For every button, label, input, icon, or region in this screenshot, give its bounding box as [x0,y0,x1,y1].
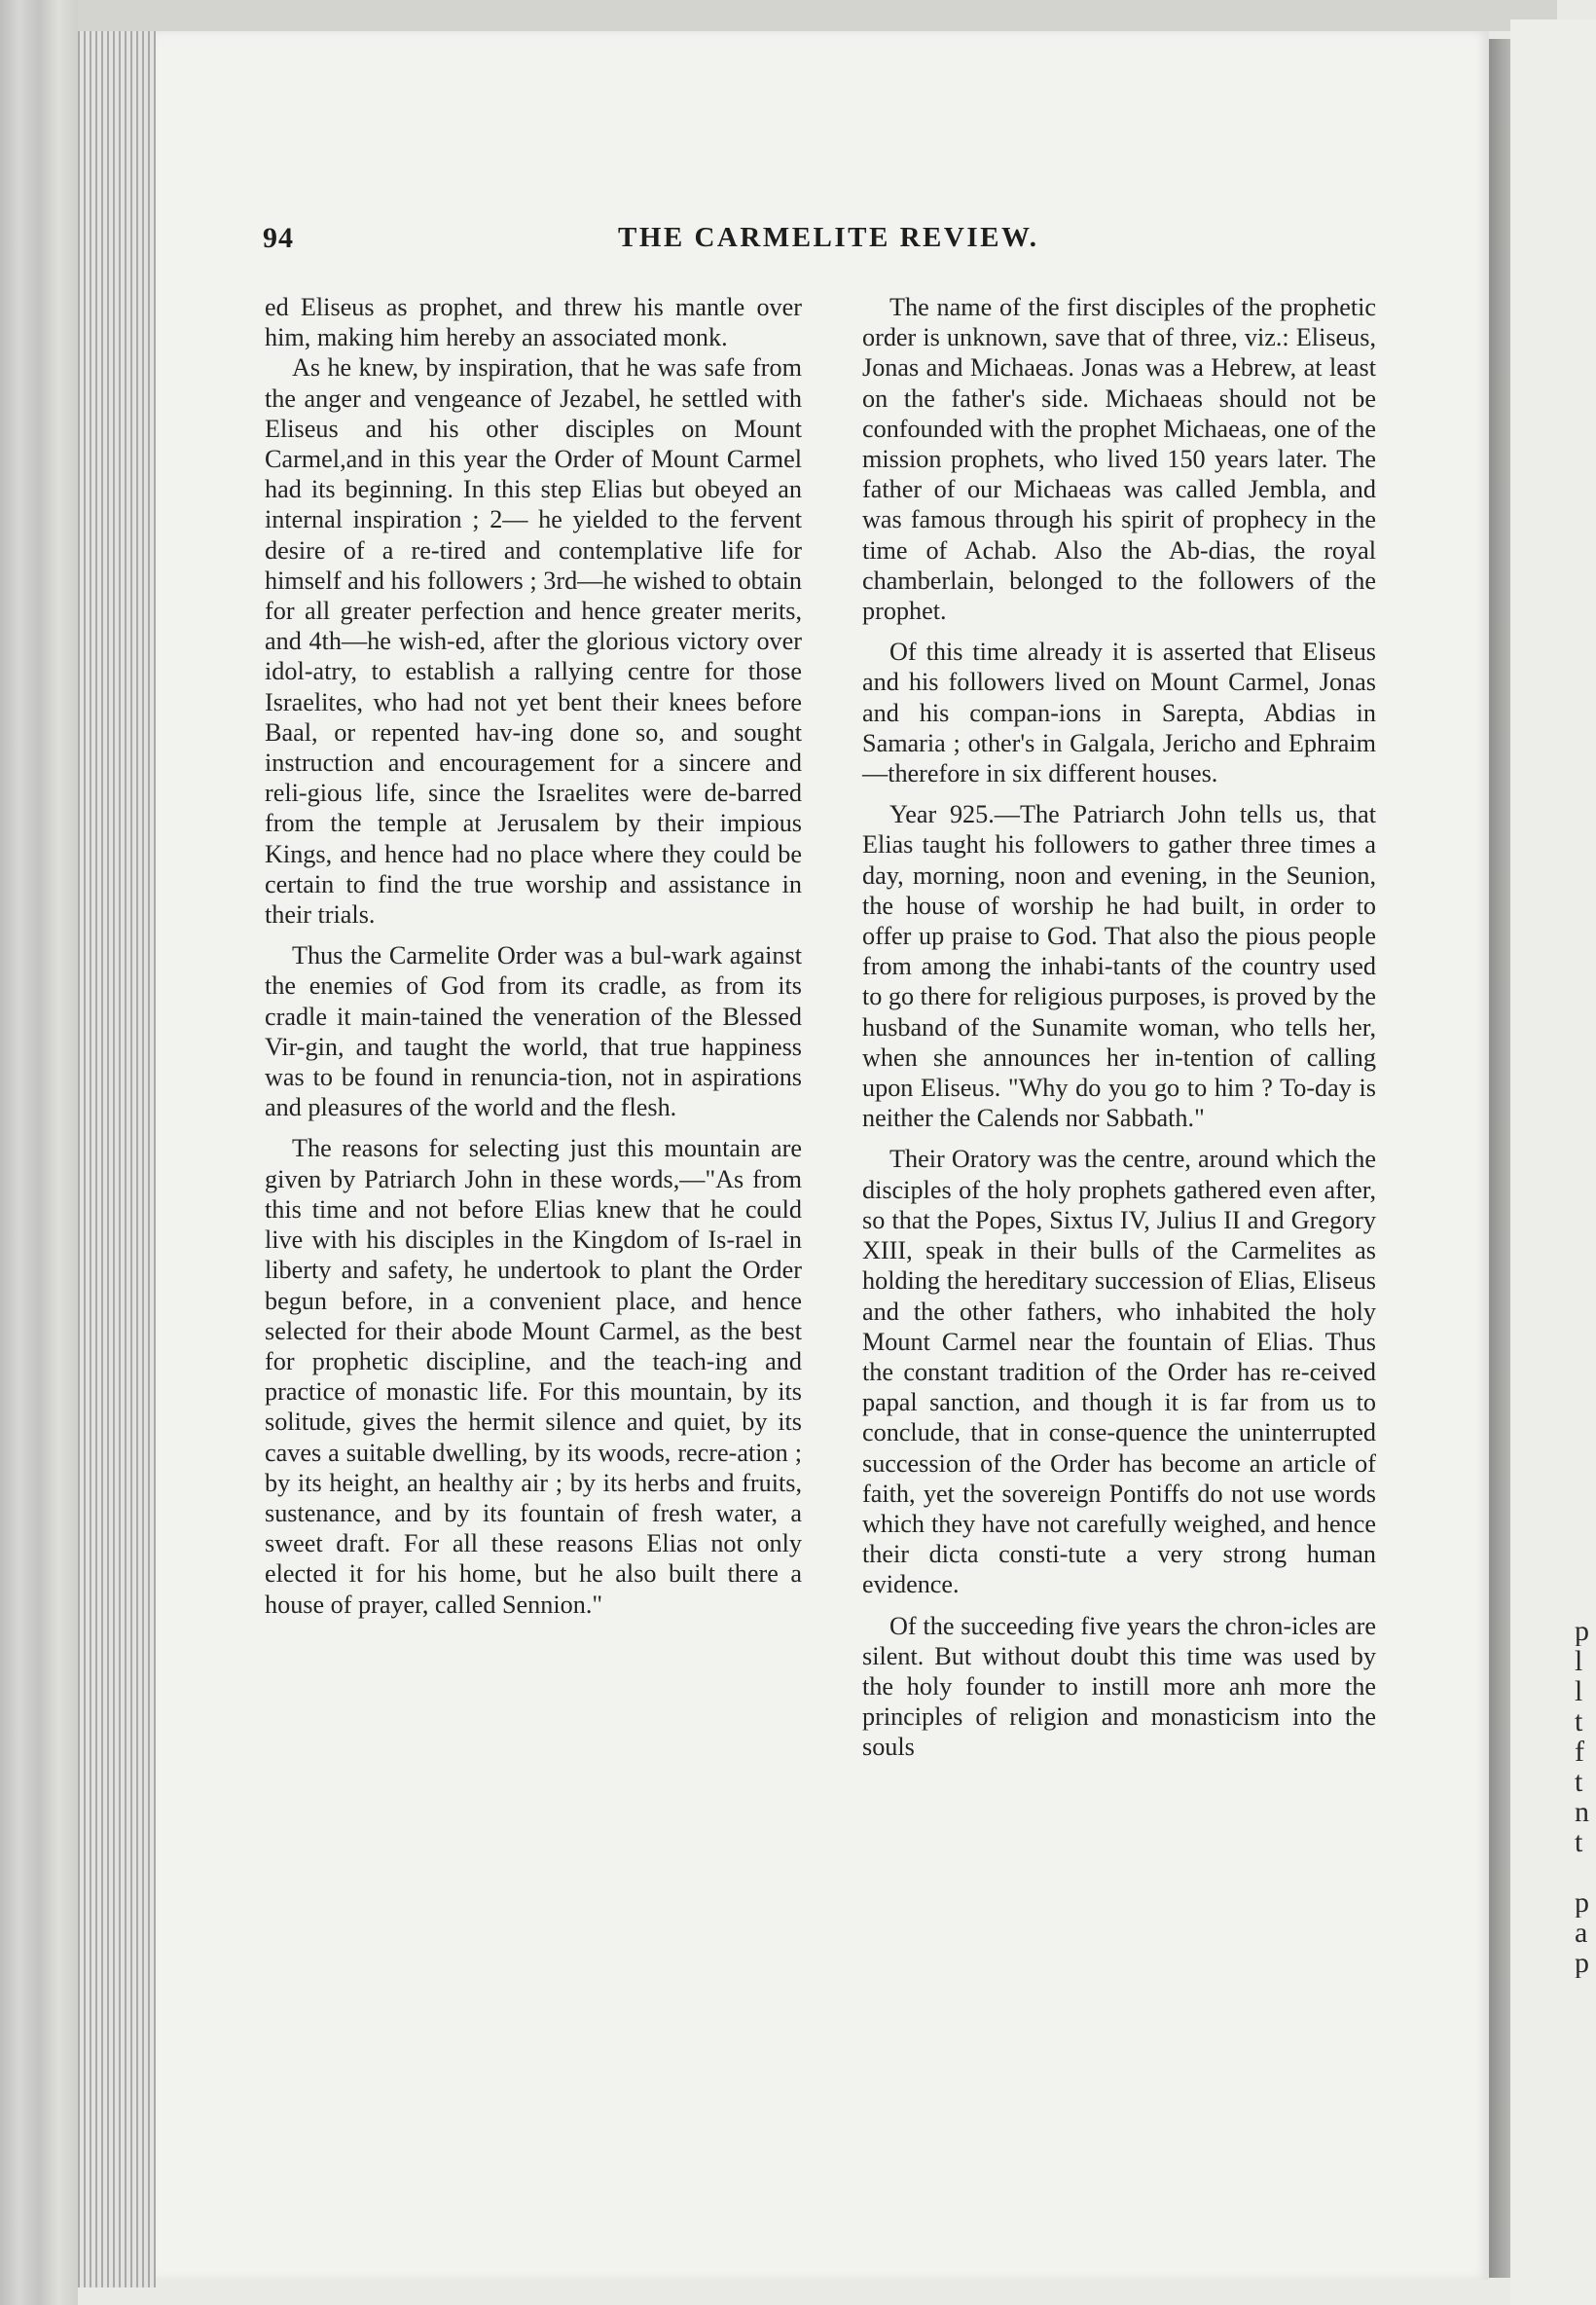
bleed-letter: l [1575,1646,1583,1676]
bleed-letter: a [1575,1918,1588,1948]
paragraph: The reasons for selecting just this mountain are given by Patriarch John in these words,—"As from this time and not before Elias knew that he could live with his disciples in the Kingdom of Is-rael in liberty and safety, he undertook to plant the Order begun before, in a convenient place, and hence selected for their abode Mount Carmel, as the best for prophetic discipline, and the teach-ing and practice of monastic life. For this mountain, by its solitude, gives the hermit silence and quiet, by its caves a suitable dwelling, by its woods, recre-ation ; by its height, an healthy air ; by its herbs and fruits, sustenance, and by its fountain of fresh water, a sweet draft. For all these reasons Elias not only elected it for his home, but he also built there a house of prayer, called Sennion." [265,1134,802,1619]
paragraph: As he knew, by inspiration, that he was safe from the anger and vengeance of Jezabel, he settled with Eliseus and his other disciples on Mount Carmel,and in this year the Order of Mount Carmel had its beginning. In this step Elias but obeyed an internal inspiration ; 2— he yielded to the fervent desire of a re-tired and contemplative life for himself and his followers ; 3rd—he wished to obtain for all greater perfection and hence greater merits, and 4th—he wish-ed, after the glorious victory over idol-atry, to establish a rallying centre for those Israelites, who had not yet bent their knees before Baal, or repented hav-ing done so, and sought instruction and encouragement for a sincere and reli-gious life, since the Israelites were de-barred from the temple at Jerusalem by their impious Kings, and hence had no place where they could be certain to find the true worship and assistance in their trials. [265,353,802,930]
running-title: THE CARMELITE REVIEW. [618,222,1039,253]
page-stack-edge [78,29,156,2287]
bleed-letter: p [1575,1887,1589,1918]
bleed-letter: t [1575,1767,1583,1797]
bleed-letter: p [1575,1948,1589,1978]
bleed-letter: f [1575,1737,1584,1767]
paragraph: Thus the Carmelite Order was a bul-wark against the enemies of God from its cradle, as from its cradle it main-tained the veneration of the Blessed Vir-gin, and taught the world, that true happiness was to be found in renuncia-tion, not in aspirations and pleasures of the world and the flesh. [265,941,802,1122]
paragraph: Their Oratory was the centre, around which the disciples of the holy prophets gathered even after, so that the Popes, Sixtus IV, Julius II and Gregory XIII, speak in their bulls of the Carmelites as holding the hereditary succession of Elias, Eliseus and the other fathers, who inhabited the holy Mount Carmel near the fountain of Elias. Thus the constant tradition of the Order has re-ceived papal sanction, and though it is far from us to conclude, that in conse-quence the uninterrupted succession of the Order has become an article of faith, yet the sovereign Pontiffs do not use words which they have not carefully weighed, and hence their dicta consti-tute a very strong human evidence. [862,1145,1376,1599]
top-margin-strip [78,0,1557,31]
bleed-letter: t [1575,1827,1583,1857]
facing-page-text-fragment [1575,1616,1596,1978]
bleed-letter: n [1575,1797,1589,1827]
paragraph: Year 925.—The Patriarch John tells us, that Elias taught his followers to gather three times a day, morning, noon and evening, in the Seunion, the house of worship he had built, in order to offer up praise to God. That also the pious people from among the inhabi-tants of the country used to go there for religious purposes, is proved by the husband of the Sunamite woman, who tells her, when she announces her in-tention of calling upon Eliseus. "Why do you go to him ? To-day is neither the Calends nor Sabbath." [862,800,1377,1133]
book-binding-edge [0,0,78,2305]
paragraph: The name of the first disciples of the prophetic order is unknown, save that of three, viz.: Eliseus, Jonas and Michaeas. Jonas was a Hebrew, at least on the father's side. Michaeas should not be confounded with the prophet Michaeas, one of the mission prophets, who lived 150 years later. The father of our Michaeas was called Jembla, and was famous through his spirit of prophecy in the time of Achab. Also the Ab-dias, the royal chamberlain, belonged to the followers of the prophet. [862,293,1376,626]
right-column [862,292,1376,1763]
paragraph: Of the succeeding five years the chron-icles are silent. But without doubt this time was used by the holy founder to instill more anh more the principles of religion and monasticism into the souls [862,1611,1376,1762]
page-header [263,222,1333,261]
gutter-shadow [1489,39,1510,2278]
paragraph: ed Eliseus as prophet, and threw his mantle over him, making him hereby an associated monk. [265,293,802,352]
bleed-letter [1575,1857,1596,1887]
bleed-letter: l [1575,1676,1583,1706]
left-column [265,292,802,1620]
page-number: 94 [263,222,294,254]
bleed-letter: t [1575,1706,1583,1737]
bleed-letter: p [1575,1616,1589,1646]
paragraph: Of this time already it is asserted that Eliseus and his followers lived on Mount Carmel, Jonas and his compan-ions in Sarepta, Abdias in Samaria ; other's in Galgala, Jericho and Ephraim —therefore in six different houses. [862,638,1376,788]
